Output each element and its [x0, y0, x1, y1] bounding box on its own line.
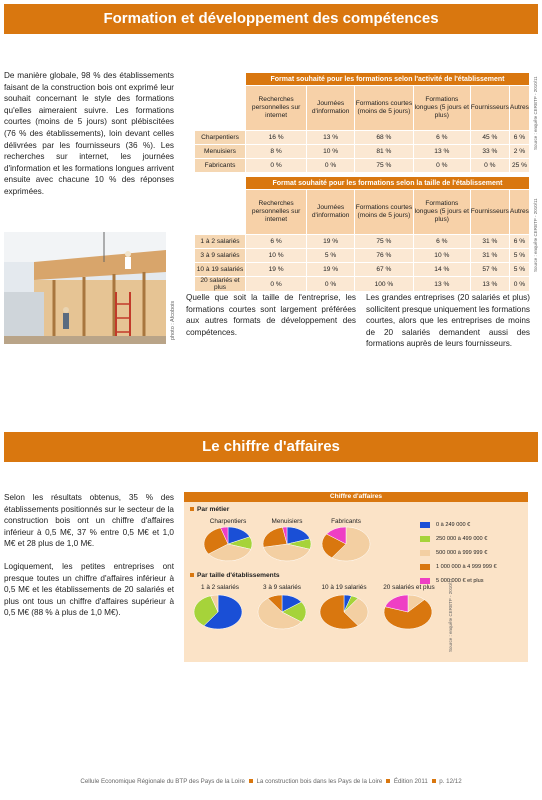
table-cell: 75 %: [355, 235, 413, 248]
row-label: 20 salariés et plus: [195, 277, 245, 291]
separator-icon: [386, 779, 390, 783]
legend-swatch: [420, 564, 430, 570]
table-title: Format souhaité pour les formations selon la taille de l'établissement: [246, 177, 529, 189]
ca-paragraphs: [4, 492, 174, 630]
table-cell: 19 %: [307, 263, 354, 276]
pie-label: 10 à 19 salariés: [321, 584, 367, 591]
legend-swatch: [420, 536, 430, 542]
legend-label: 250 000 à 499 000 €: [436, 536, 488, 542]
table-cell: 8 %: [246, 145, 306, 158]
legend-swatch: [420, 550, 430, 556]
table-cell: 0 %: [246, 277, 306, 291]
table-cell: 10 %: [246, 249, 306, 262]
table-row: [195, 159, 529, 172]
table-row: [195, 277, 529, 291]
section-ca-title: Le chiffre d'affaires: [202, 438, 340, 455]
table-cell: 6 %: [414, 235, 470, 248]
section-formation-banner: [4, 4, 538, 34]
table-cell: 14 %: [414, 263, 470, 276]
col-header: Formations longues (5 jours et plus): [414, 86, 470, 130]
col-header: Journées d'information: [307, 190, 354, 234]
section-ca-banner: [4, 432, 538, 462]
table-cell: 5 %: [307, 249, 354, 262]
table-cell: 57 %: [471, 263, 509, 276]
table-cell: 76 %: [355, 249, 413, 262]
table-cell: 13 %: [471, 277, 509, 291]
ca-text-2: Logiquement, les petites entreprises ont presque toutes un chiffre d'affaires inférieur à 0,5 M€ et les établissements de 20 salariés et plus ont tous un chiffre d'affaires supérieur à 0,5 M€ (88 % à plus de 1,0 M€).: [4, 561, 174, 618]
intro-paragraph: [4, 70, 174, 198]
table-cell: 45 %: [471, 131, 509, 144]
pie-label: Fabricants: [331, 518, 361, 525]
size-text-1: Quelle que soit la taille de l'entreprise, les formations courtes sont largement préférées aux autres formats de développement des compétences.: [186, 293, 356, 337]
table-header-row: [195, 190, 529, 234]
footer-part4: p. 12/12: [439, 778, 462, 785]
col-header: Autres: [510, 190, 529, 234]
legend-label: 0 à 249 000 €: [436, 522, 471, 528]
footer-part3: Édition 2011: [393, 778, 428, 785]
table-cell: 100 %: [355, 277, 413, 291]
table-cell: 19 %: [307, 235, 354, 248]
table-cell: 75 %: [355, 159, 413, 172]
table-cell: 31 %: [471, 235, 509, 248]
pie-label: 1 à 2 salariés: [200, 584, 239, 591]
chart-title: Chiffre d'affaires: [184, 492, 528, 502]
construction-site-photo: [4, 232, 166, 344]
pie-label: Menuisiers: [271, 518, 303, 525]
intro-text: De manière globale, 98 % des établissements faisant de la construction bois ont exprimé leur souhait concernant le style des formations qu'elles aimeraient suivre. Les formations courtes (moins de 5 jours) sont plébiscitées (76 % des établissements), loin devant celles délivrées par les fournisseurs (36 %). Les recherches sur internet, les journées d'information et les formations longues arrivent ensuite avec chacune 10 % des réponses exprimées.: [4, 71, 174, 196]
table-cell: 19 %: [246, 263, 306, 276]
ca-text-1: Selon les résultats obtenus, 35 % des établissements positionnés sur le secteur de la construction bois ont un chiffre d'affaires inférieur à 0,5 M€, 37 % entre 0,5 M€ et 1,0 M€ et 28 plus de 1,0 M€.: [4, 493, 174, 549]
col-header: Formations courtes (moins de 5 jours): [355, 190, 413, 234]
table1-source: Source : enquête CERBTP - 2010/11: [533, 76, 538, 150]
pie-charts: [184, 492, 528, 662]
table2-source: Source : enquête CERBTP - 2010/11: [533, 198, 538, 272]
chart-source: Source : enquête CERBTP - 2010/11: [448, 578, 453, 652]
table-cell: 16 %: [246, 131, 306, 144]
table-cell: 6 %: [510, 131, 529, 144]
table-cell: 0 %: [307, 277, 354, 291]
table-cell: 13 %: [414, 145, 470, 158]
row-label: 1 à 2 salariés: [195, 235, 245, 248]
col-header: Autres: [510, 86, 529, 130]
table-cell: 6 %: [510, 235, 529, 248]
table-cell: 31 %: [471, 249, 509, 262]
table-cell: 25 %: [510, 159, 529, 172]
col-header: Formations courtes (moins de 5 jours): [355, 86, 413, 130]
section-formation-title: Formation et développement des compétences: [103, 10, 439, 27]
separator-icon: [432, 779, 436, 783]
row-label: Charpentiers: [195, 131, 245, 144]
table-cell: 33 %: [471, 145, 509, 158]
table-cell: 67 %: [355, 263, 413, 276]
row-label: Fabricants: [195, 159, 245, 172]
row-label: 3 à 9 salariés: [195, 249, 245, 262]
table-cell: 0 %: [510, 277, 529, 291]
table-cell: 68 %: [355, 131, 413, 144]
legend-label: 1 000 000 à 4 999 999 €: [436, 564, 497, 570]
table-cell: 2 %: [510, 145, 529, 158]
table-cell: 6 %: [246, 235, 306, 248]
row-label: 10 à 19 salariés: [195, 263, 245, 276]
table-header-row: [195, 86, 529, 130]
size-paragraph-2: [366, 292, 530, 350]
group-label-taille: Par taille d'établissements: [190, 572, 280, 579]
col-header: Fournisseurs: [471, 86, 509, 130]
col-header: Fournisseurs: [471, 190, 509, 234]
table-row: [195, 235, 529, 248]
format-by-activity-table: [194, 72, 530, 173]
table-cell: 81 %: [355, 145, 413, 158]
col-header: Formations longues (5 jours et plus): [414, 190, 470, 234]
format-by-size-table: [194, 176, 530, 292]
size-text-2: Les grandes entreprises (20 salariés et plus) sollicitent presque uniquement les formations courtes, alors que les entreprises de moins de 20 salariés demandent aussi des formations auprès de leurs fournisseurs.: [366, 293, 530, 349]
col-header: Recherches personnelles sur internet: [246, 86, 306, 130]
footer-part2: La construction bois dans les Pays de la Loire: [256, 778, 383, 785]
col-header: Journées d'information: [307, 86, 354, 130]
row-label: Menuisiers: [195, 145, 245, 158]
table-cell: 6 %: [414, 131, 470, 144]
size-paragraph-1: [186, 292, 356, 338]
separator-icon: [249, 779, 253, 783]
legend-swatch: [420, 578, 430, 584]
pie-label: 20 salariés et plus: [383, 584, 435, 591]
photo-credit: photo : Afcobois: [170, 300, 176, 340]
footer-part1: Cellule Economique Régionale du BTP des Pays de la Loire: [80, 778, 246, 785]
table-cell: 0 %: [471, 159, 509, 172]
table-row: [195, 145, 529, 158]
page-footer: [0, 778, 542, 785]
table-cell: 10 %: [307, 145, 354, 158]
table-cell: 0 %: [414, 159, 470, 172]
table-cell: 10 %: [414, 249, 470, 262]
pie-label: 3 à 9 salariés: [262, 584, 301, 591]
revenue-chart: [184, 492, 528, 662]
col-header: Recherches personnelles sur internet: [246, 190, 306, 234]
table-row: [195, 263, 529, 276]
table-title: Format souhaité pour les formations selon l'activité de l'établissement: [246, 73, 529, 85]
group-label-metier: Par métier: [190, 506, 229, 513]
pie-label: Charpentiers: [209, 518, 247, 525]
table-cell: 0 %: [246, 159, 306, 172]
table-row: [195, 131, 529, 144]
table-corner: [195, 73, 245, 85]
table-row: [195, 249, 529, 262]
legend-label: 5 000 000 € et plus: [436, 578, 484, 584]
table-cell: 5 %: [510, 263, 529, 276]
table-cell: 13 %: [307, 131, 354, 144]
timber-frame-illustration: [4, 232, 166, 344]
legend-swatch: [420, 522, 430, 528]
table-cell: 0 %: [307, 159, 354, 172]
legend-label: 500 000 à 999 999 €: [436, 550, 488, 556]
table-cell: 13 %: [414, 277, 470, 291]
table-cell: 5 %: [510, 249, 529, 262]
